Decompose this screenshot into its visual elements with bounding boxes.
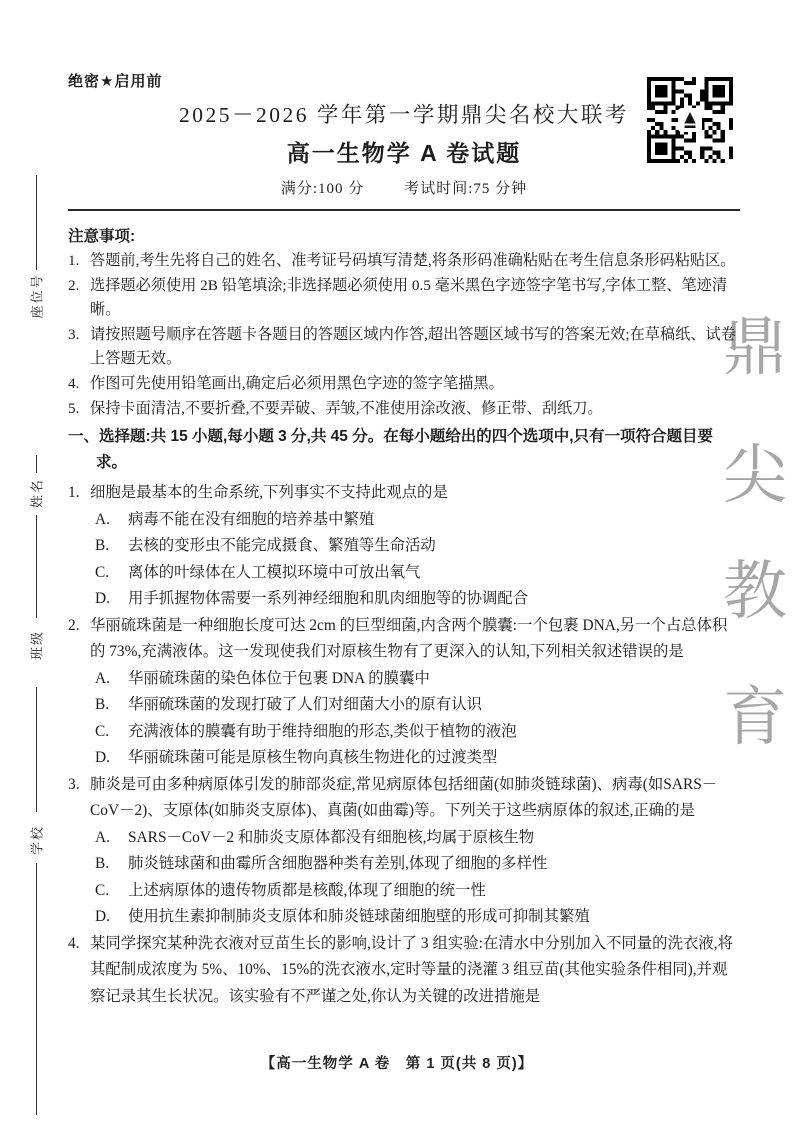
question-number: 4. [68,934,80,952]
option-label: D. [95,908,110,926]
notice-section [68,224,740,421]
question-stem [68,931,740,1011]
notice-item [68,274,740,323]
notice-item-text: 作图可先使用铅笔画出,确定后必须用黑色字迹的签字笔描黑。 [90,374,504,392]
exam-duration: 考试时间:75 分钟 [404,181,528,197]
question-number: 3. [68,775,80,793]
option-text: 离体的叶绿体在人工模拟环境中可放出氧气 [128,563,421,581]
option-a [68,507,740,534]
question-list [68,480,740,1010]
question-1 [68,480,740,613]
paper-content [68,0,740,1010]
margin-label-name: 姓名 [29,477,45,509]
question-stem [68,613,740,666]
question-3 [68,772,740,931]
option-text: 病毒不能在没有细胞的培养基中繁殖 [128,510,375,528]
option-label: B. [95,537,110,555]
option-d [68,586,740,613]
option-text: 华丽硫珠菌的染色体位于包裹 DNA 的膜囊中 [128,669,430,687]
watermark-char: 育 [723,681,787,755]
question-stem-text: 细胞是最基本的生命系统,下列事实不支持此观点的是 [90,484,448,502]
option-text: 肺炎链球菌和曲霉所含细胞器种类有差别,体现了细胞的多样性 [128,855,548,873]
notice-title: 注意事项: [68,228,136,245]
option-d [68,745,740,772]
question-number: 2. [68,616,80,634]
option-text: SARS－CoV－2 和肺炎支原体都没有细胞核,均属于原核生物 [128,828,535,846]
option-label: C. [95,563,110,581]
notice-item-text: 选择题必须使用 2B 铅笔填涂;非选择题必须使用 0.5 毫米黑色字迹签字笔书写,字体工整、笔迹清晰。 [90,276,728,319]
option-label: C. [95,722,110,740]
watermark-char: 教 [723,555,787,629]
notice-item-text: 保持卡面清洁,不要折叠,不要弄破、弄皱,不准使用涂改液、修正带、刮纸刀。 [90,399,603,417]
margin-rule [36,863,37,1115]
question-2 [68,613,740,772]
notice-item-number: 1. [68,252,80,269]
full-score: 满分:100 分 [280,181,365,197]
notice-item-number: 4. [68,374,80,392]
option-text: 华丽硫珠菌的发现打破了人们对细菌大小的原有认识 [128,696,482,714]
margin-rule [36,175,37,270]
option-text: 充满液体的膜囊有助于维持细胞的形态,类似于植物的液泡 [128,722,517,740]
exam-session-title: 2025－2026 学年第一学期鼎尖名校大联考 [179,103,629,127]
exam-meta [68,177,740,198]
margin-rule [36,687,37,812]
option-a [68,825,740,852]
option-text: 华丽硫珠菌可能是原核生物向真核生物进化的过渡类型 [128,749,498,767]
option-c [68,719,740,746]
question-stem-text: 肺炎是可由多种病原体引发的肺部炎症,常见病原体包括细菌(如肺炎链球菌)、病毒(如SARS－CoV－2)、支原体(如肺炎支原体)、真菌(如曲霉)等。下列关于这些病原体的叙述,正确的是 [90,775,718,820]
option-b [68,533,740,560]
option-text: 使用抗生素抑制肺炎支原体和肺炎链球菌细胞壁的形成可抑制其繁殖 [128,908,590,926]
question-number: 1. [68,484,80,502]
margin-rule [36,455,37,473]
option-a [68,666,740,693]
notice-item-text: 请按照题号顺序在答题卡各题目的答题区域内作答,超出答题区域书写的答案无效;在草稿纸、试卷上答题无效。 [90,325,736,368]
notice-item [68,372,740,397]
margin-label-seat-number: 座位号 [29,273,45,319]
paper-title: 高一生物学 A 卷试题 [286,140,522,166]
notice-item [68,397,740,422]
option-label: C. [95,881,110,899]
margin-label-school: 学校 [29,824,45,856]
notice-item-text: 答题前,考生先将自己的姓名、准考证号码填写清楚,将条形码准确粘贴在考生信息条形码粘贴区。 [90,252,736,269]
margin-label-class: 班级 [29,629,45,661]
option-label: A. [95,669,110,687]
margin-rule [36,515,37,618]
option-label: A. [95,828,110,846]
question-stem-text: 某同学探究某种洗衣液对豆苗生长的影响,设计了 3 组实验:在清水中分别加入不同量的洗衣液,将其配制成浓度为 5%、10%、15%的洗衣液水,定时等量的浇灌 3 组豆苗(其他实验条件相同),并观察记录其生长状况。该实验有不严谨之处,你认为关键的改进措施是 [90,934,733,1005]
question-stem [68,772,740,825]
option-text: 用手抓握物体需要一系列神经细胞和肌肉细胞等的协调配合 [128,590,529,608]
section-heading: 一、选择题:共 15 小题,每小题 3 分,共 45 分。在每小题给出的四个选项中,只有一项符合题目要求。 [68,428,714,472]
option-b [68,692,740,719]
question-stem-text: 华丽硫珠菌是一种细胞长度可达 2cm 的巨型细菌,内含两个膜囊:一个包裹 DNA,另一个占总体积的 73%,充满液体。这一发现使我们对原核生物有了更深入的认知,下列相关叙述错误的是 [90,616,728,661]
watermark-char: 鼎 [723,311,787,385]
option-label: D. [95,749,110,767]
notice-item-number: 2. [68,276,80,294]
question-stem [68,480,740,507]
classification-banner: 绝密★启用前 [68,73,163,90]
option-text: 去核的变形虫不能完成摄食、繁殖等生命活动 [128,537,436,555]
notice-item-number: 3. [68,325,80,343]
option-c [68,878,740,905]
option-b [68,851,740,878]
option-label: B. [95,696,110,714]
notice-item [68,323,740,372]
notice-item-number: 5. [68,399,80,417]
option-label: D. [95,590,110,608]
option-text: 上述病原体的遗传物质都是核酸,体现了细胞的统一性 [128,881,486,899]
option-label: B. [95,855,110,873]
option-label: A. [95,510,110,528]
notice-item [68,249,740,274]
header-divider [68,209,740,211]
page-footer: 【高一生物学 A 卷 第 1 页(共 8 页)】 [260,1056,534,1072]
option-c [68,560,740,587]
question-4 [68,931,740,1011]
option-d [68,904,740,931]
watermark-char: 尖 [723,439,787,513]
